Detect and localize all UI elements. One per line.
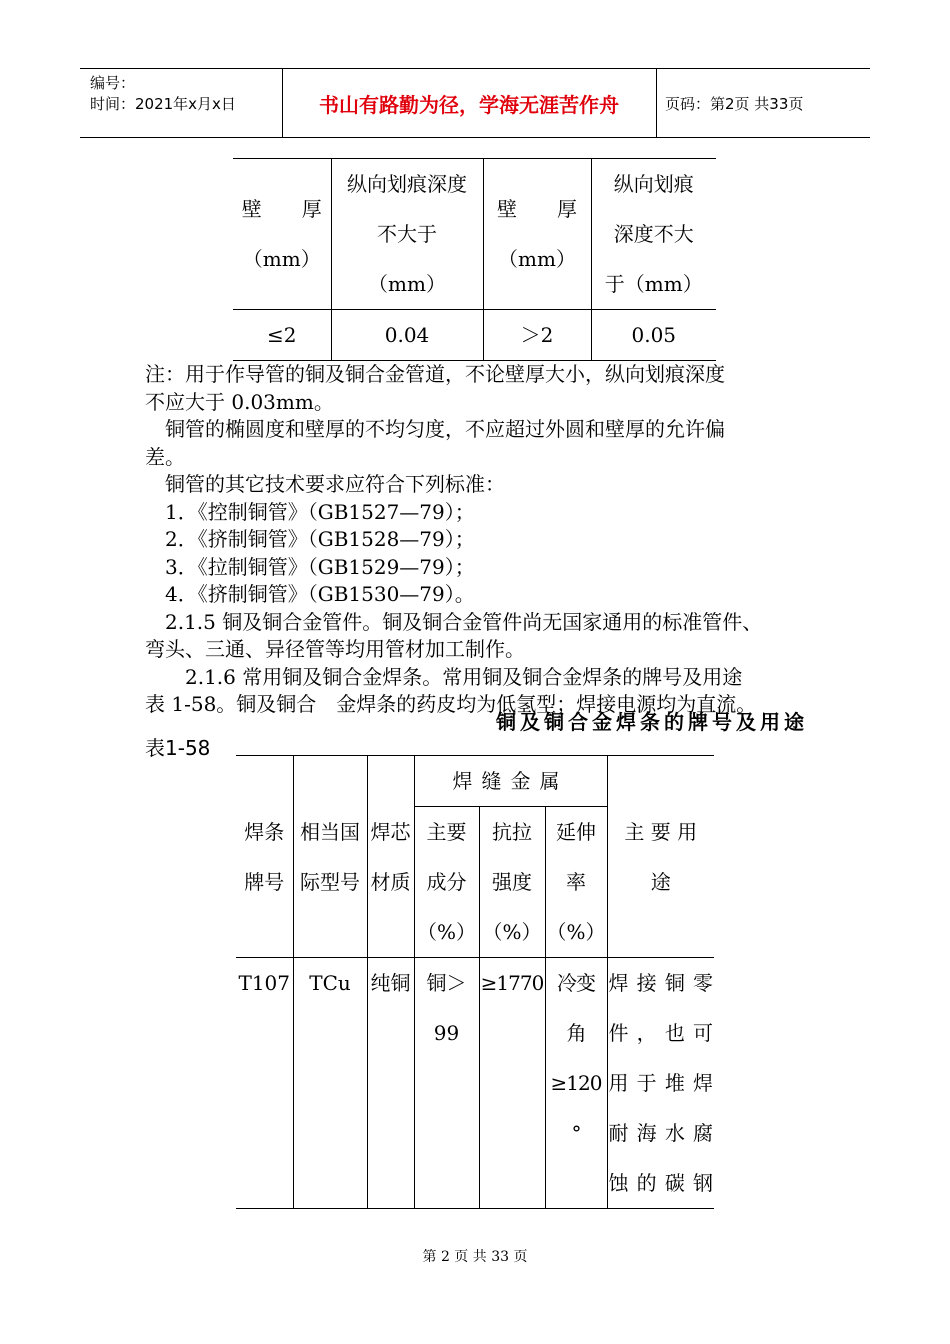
text-line: 4．《挤制铜管》（GB1530—79）。	[145, 582, 475, 606]
text-line: 不应大于 0.03mm。	[145, 389, 334, 414]
table-cell: 铜＞ 99	[414, 958, 479, 1209]
text-line: 3．《拉制铜管》（GB1529—79）；	[145, 554, 475, 579]
table-cell: 纯铜	[367, 958, 414, 1209]
table-caption-number: 表1-58	[145, 736, 211, 760]
text-line: 差。	[145, 444, 185, 469]
header-cell: 主要 成分 （%）	[414, 807, 479, 958]
table-cell: ≤2	[233, 310, 331, 361]
table-cell: 冷变 角 ≥120 °	[545, 958, 607, 1209]
table-cell: TCu	[293, 958, 367, 1209]
table-cell: ≥1770	[479, 958, 545, 1209]
document-header	[80, 68, 870, 138]
header-cell: 焊芯 材质	[367, 756, 414, 958]
text-line: 注：用于作导管的铜及铜合金管道，不论壁厚大小，纵向划痕深度	[145, 362, 725, 386]
text-line: 表 1-58。铜及铜合 金焊条的药皮均为低氢型；焊接电源均为直流。	[145, 692, 757, 716]
text-line: 弯头、三通、异径管等均用管材加工制作。	[145, 637, 525, 661]
header-divider	[656, 69, 657, 137]
text-line: 2.1.6 常用铜及铜合金焊条。常用铜及铜合金焊条的牌号及用途	[145, 664, 743, 689]
table-cell: 焊接铜零 件，也可 用于堆焊 耐海水腐 蚀的碳钢	[607, 958, 714, 1209]
table-header-row	[233, 159, 716, 310]
number-label: 编号：	[90, 74, 136, 92]
table-cell: T107	[236, 958, 293, 1209]
page-footer: 第 2 页 共 33 页	[422, 1249, 528, 1265]
table-header-row	[236, 756, 714, 807]
header-motto: 书山有路勤为径，学海无涯苦作舟	[319, 92, 619, 117]
table-row	[236, 958, 714, 1209]
text-line: 2.1.5 铜及铜合金管件。铜及铜合金管件尚无国家通用的标准管件、	[145, 609, 763, 634]
table-cell: 0.04	[331, 310, 483, 361]
header-cell: 壁 厚 （mm）	[233, 159, 331, 310]
text-line: 铜管的椭圆度和壁厚的不均匀度，不应超过外圆和壁厚的允许偏	[145, 417, 725, 441]
body-text	[145, 361, 835, 719]
group-header-cell: 焊缝金属	[414, 756, 607, 807]
header-cell: 纵向划痕 深度不大 于（mm）	[591, 159, 716, 310]
text-line: 铜管的其它技术要求应符合下列标准：	[145, 472, 505, 496]
header-cell: 壁 厚 （mm）	[483, 159, 591, 310]
table-row	[233, 310, 716, 361]
electrode-table	[236, 755, 714, 1209]
table-cell: 0.05	[591, 310, 716, 361]
header-cell: 焊条 牌号	[236, 756, 293, 958]
time-label: 时间：2021年x月x日	[90, 95, 236, 113]
header-cell: 抗拉 强度 （%）	[479, 807, 545, 958]
text-line: 1．《控制铜管》（GB1527—79）；	[145, 499, 475, 524]
header-cell: 相当国 际型号	[293, 756, 367, 958]
header-page-info: 页码：第2页 共33页	[665, 94, 804, 113]
table-caption-title: 铜及铜合金焊条的牌号及用途	[496, 710, 808, 734]
scratch-depth-table	[233, 158, 716, 361]
header-cell: 延伸 率 （%）	[545, 807, 607, 958]
header-cell: 主 要 用 途	[607, 756, 714, 958]
text-line: 2．《挤制铜管》（GB1528—79）；	[145, 527, 475, 551]
header-meta	[90, 73, 236, 115]
table-cell: ＞2	[483, 310, 591, 361]
header-cell: 纵向划痕深度 不大于 （mm）	[331, 159, 483, 310]
